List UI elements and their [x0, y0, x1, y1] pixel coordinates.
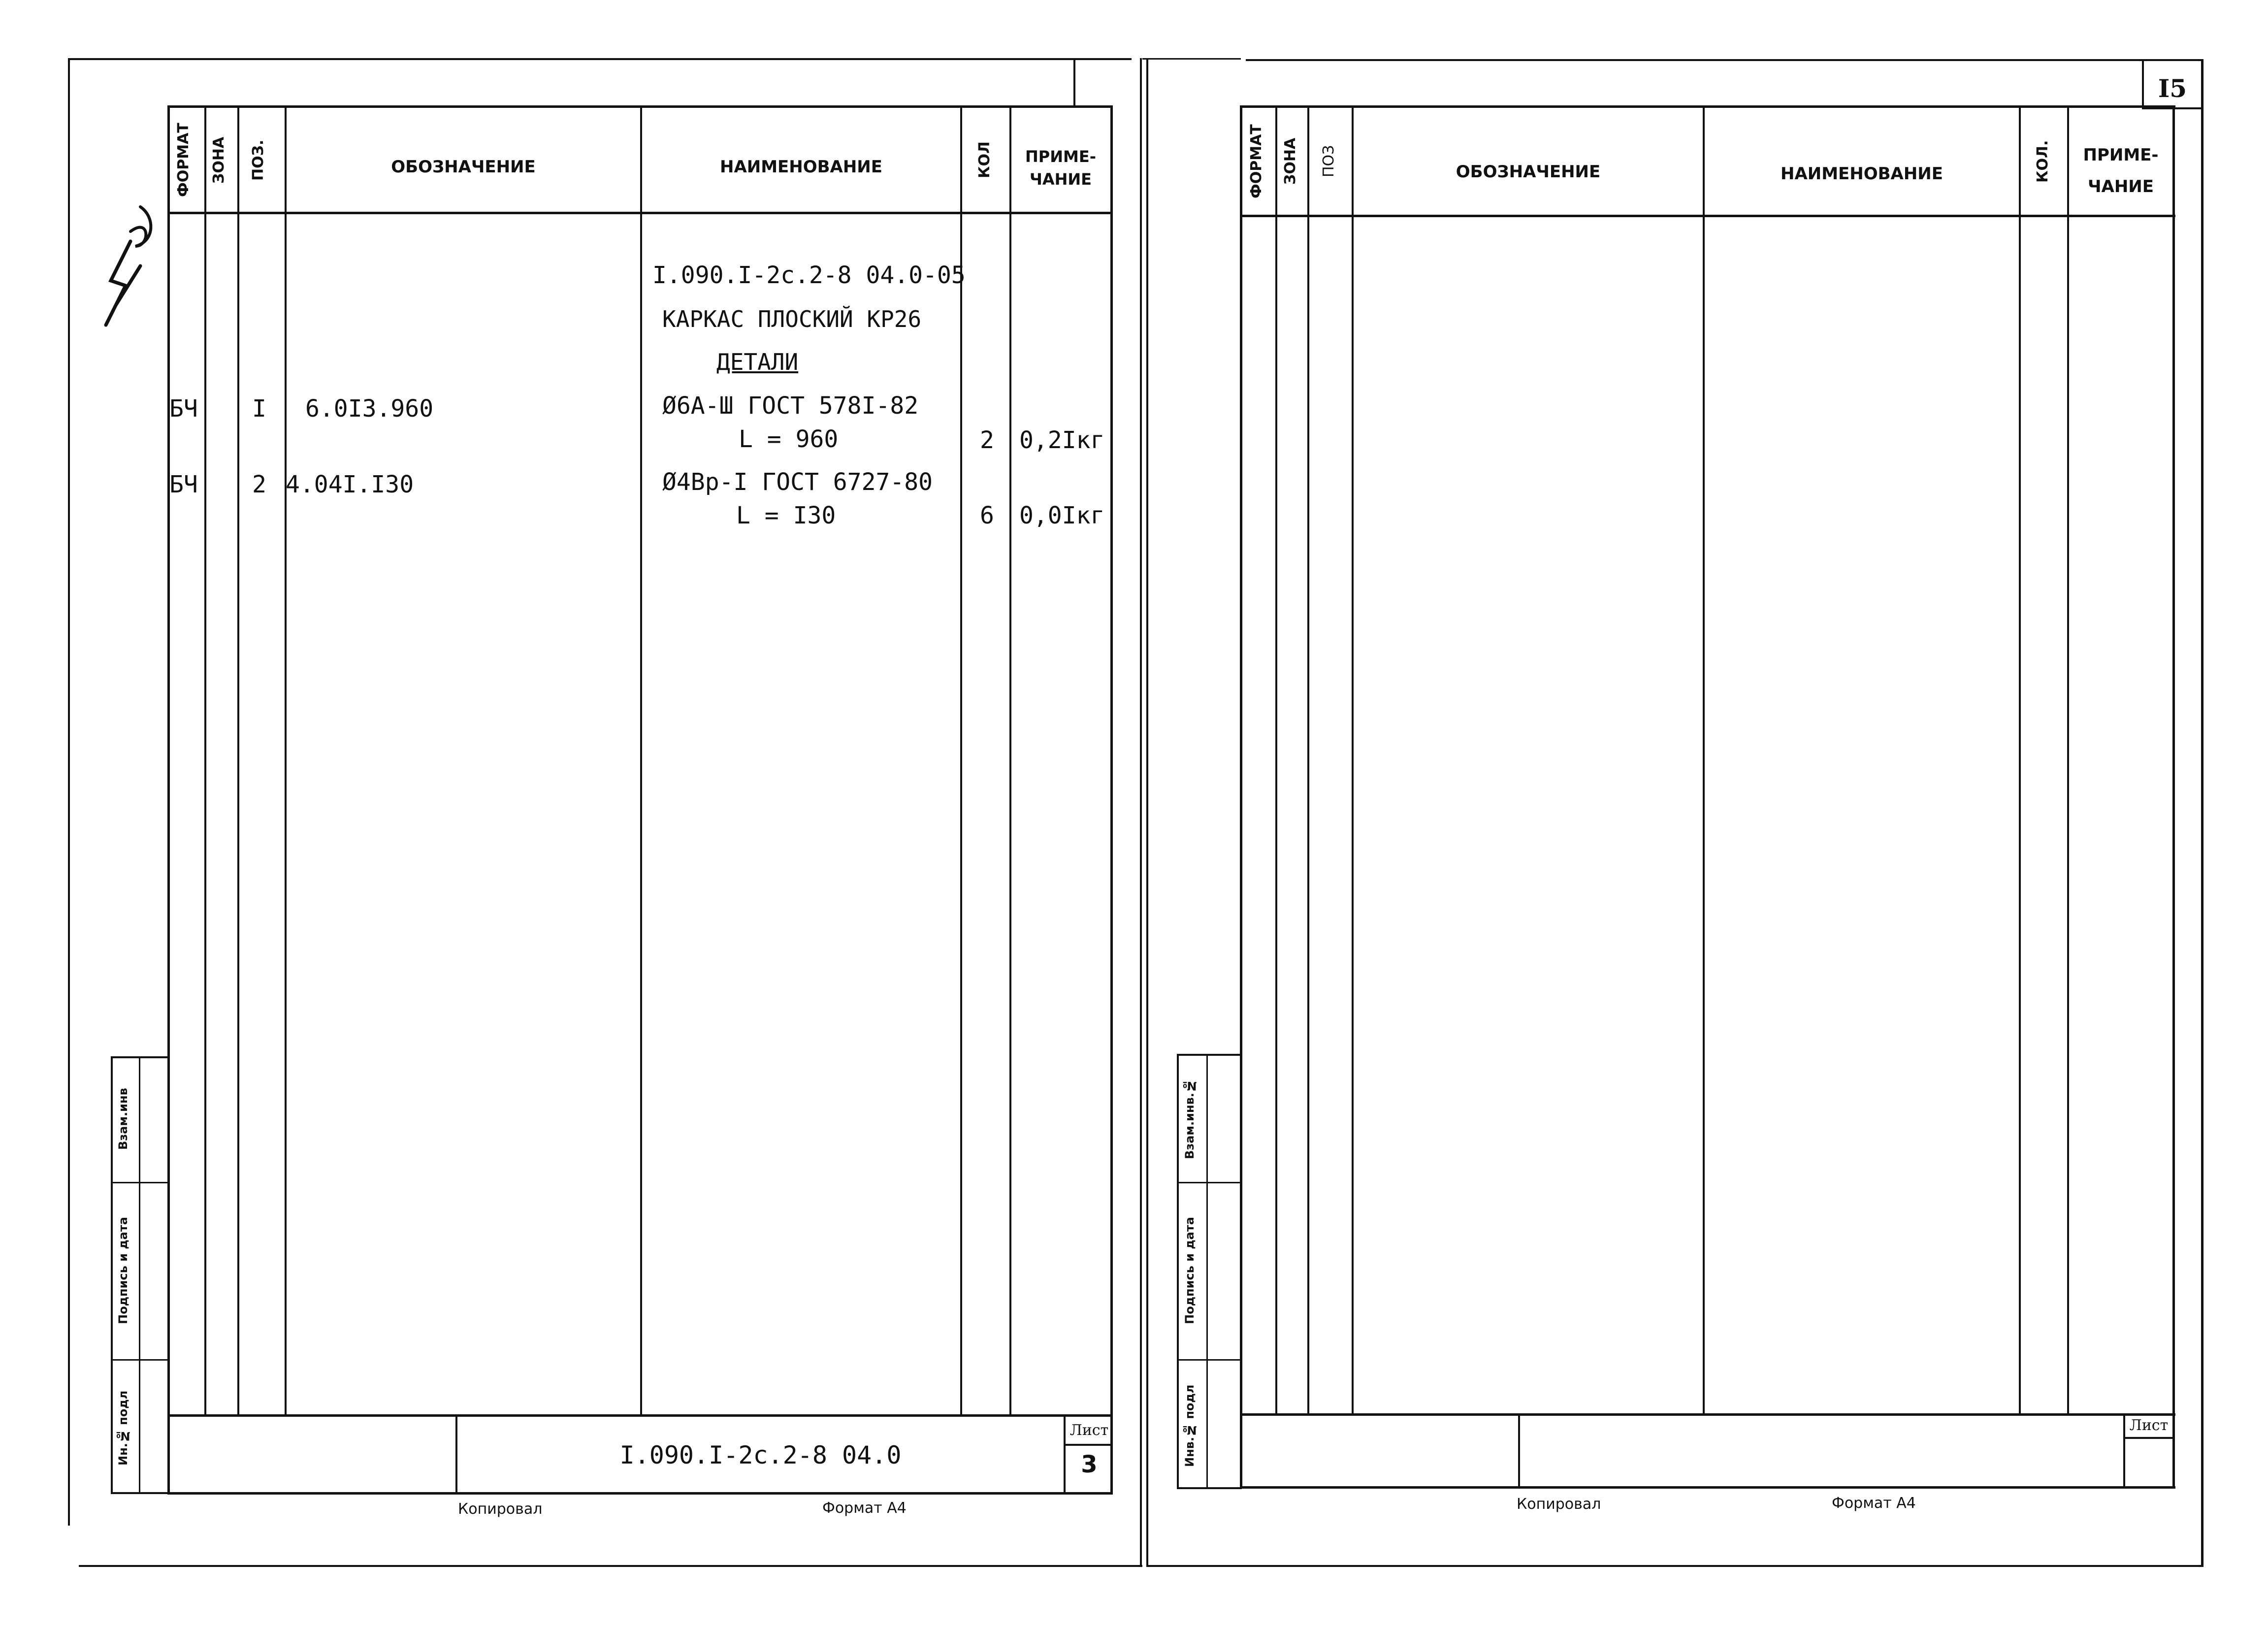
- sheet-border: [68, 58, 70, 1526]
- doc-code: I.090.I-2с.2-8 04.0-05: [652, 261, 966, 289]
- handwritten-mark-icon: [96, 187, 160, 335]
- table-border: [1240, 105, 2175, 108]
- column-divider: [237, 105, 239, 1415]
- row-pos: 2: [252, 471, 266, 498]
- header-format: ФОРМАТ: [175, 123, 192, 197]
- row-designation: 4.04I.I30: [286, 471, 414, 498]
- column-divider: [285, 105, 287, 1415]
- table-border: [2172, 105, 2175, 1488]
- column-divider: [1240, 105, 1242, 1488]
- header-note-line2: ЧАНИЕ: [1029, 170, 1092, 189]
- header-name: НАИМЕНОВАНИЕ: [1780, 164, 1943, 184]
- header-note-line1: ПРИМЕ-: [2083, 145, 2159, 165]
- header-qty: КОЛ.: [2034, 140, 2051, 183]
- header-note-line2: ЧАНИЕ: [2088, 177, 2154, 196]
- row-length: L = I30: [736, 502, 836, 529]
- row-qty: 2: [980, 426, 994, 454]
- title-block-divider: [1518, 1414, 1520, 1488]
- stamp-signature-date: Подпись и дата: [1183, 1217, 1197, 1324]
- header-zone: ЗОНА: [210, 136, 227, 184]
- header-format: ФОРМАТ: [1248, 124, 1265, 198]
- column-divider: [1352, 105, 1354, 1415]
- footer-copied: Копировал: [458, 1500, 543, 1518]
- stamp-inv-podl: Инв.№ подл: [1183, 1384, 1197, 1467]
- row-note: 0,2Iкг: [1019, 426, 1105, 454]
- sheet-number: 3: [1081, 1451, 1098, 1478]
- footer-format: Формат А4: [822, 1499, 907, 1517]
- column-divider: [640, 105, 642, 1415]
- sheet-border: [1142, 58, 1241, 60]
- sheet-border: [1146, 58, 1148, 1567]
- title-block-border: [167, 1492, 1113, 1495]
- row-designation: 6.0I3.960: [305, 395, 434, 423]
- table-border: [1110, 105, 1113, 1494]
- header-designation: ОБОЗНАЧЕНИЕ: [1456, 162, 1601, 182]
- title-block-divider: [2123, 1437, 2174, 1439]
- row-name: Ø4Вр-I ГОСТ 6727-80: [662, 468, 933, 496]
- column-divider: [167, 105, 170, 1494]
- header-pos: ПОЗ.: [250, 139, 267, 181]
- footer-format: Формат А4: [1832, 1495, 1916, 1512]
- column-divider: [960, 105, 962, 1415]
- sheet-border: [1140, 58, 1142, 1567]
- section-title: ДЕТАЛИ: [716, 349, 799, 375]
- table-border: [1240, 1413, 2175, 1416]
- column-divider: [1009, 105, 1011, 1415]
- page-box-border: [1073, 58, 1075, 105]
- column-divider: [2019, 105, 2021, 1415]
- row-format: БЧ: [169, 395, 198, 423]
- column-divider: [204, 105, 206, 1415]
- title-block-code: I.090.I-2с.2-8 04.0: [619, 1441, 902, 1469]
- sheet-border: [1246, 59, 2201, 61]
- header-zone: ЗОНА: [1282, 137, 1299, 185]
- row-format: БЧ: [169, 471, 198, 498]
- footer-copied: Копировал: [1517, 1496, 1601, 1513]
- row-name: Ø6А-Ш ГОСТ 578I-82: [662, 392, 919, 420]
- row-pos: I: [252, 395, 266, 423]
- header-divider: [1240, 215, 2175, 217]
- page-number: I5: [2158, 74, 2187, 103]
- row-length: L = 960: [739, 425, 839, 453]
- column-divider: [2067, 105, 2069, 1415]
- sheet-border: [2201, 59, 2203, 1567]
- header-pos: ПОЗ: [1320, 145, 1337, 178]
- sheet-label: Лист: [1069, 1422, 1109, 1439]
- stamp-signature-date: Подпись и дата: [116, 1217, 130, 1324]
- row-qty: 6: [980, 502, 994, 529]
- header-qty: КОЛ: [976, 141, 993, 179]
- sheet-border: [79, 1565, 1142, 1567]
- stamp-vzam-inv: Взам.инв.№: [1183, 1079, 1197, 1159]
- sheet-border: [68, 58, 1132, 60]
- column-divider: [1275, 105, 1277, 1415]
- column-divider: [1307, 105, 1309, 1415]
- sheet-border: [1147, 1565, 2203, 1567]
- title-block-border: [1240, 1486, 2175, 1489]
- row-note: 0,0Iкг: [1019, 502, 1105, 529]
- stamp-inv-podl: Ин.№ подл: [116, 1390, 130, 1466]
- column-divider: [1703, 105, 1705, 1415]
- sheet-label: Лист: [2129, 1417, 2169, 1434]
- stamp-vzam-inv: Взам.инв: [116, 1088, 130, 1150]
- header-designation: ОБОЗНАЧЕНИЕ: [391, 157, 536, 177]
- header-note-line1: ПРИМЕ-: [1025, 147, 1096, 166]
- header-name: НАИМЕНОВАНИЕ: [719, 157, 882, 177]
- title-block-divider: [1064, 1444, 1113, 1446]
- doc-title: КАРКАС ПЛОСКИЙ КР26: [662, 306, 922, 332]
